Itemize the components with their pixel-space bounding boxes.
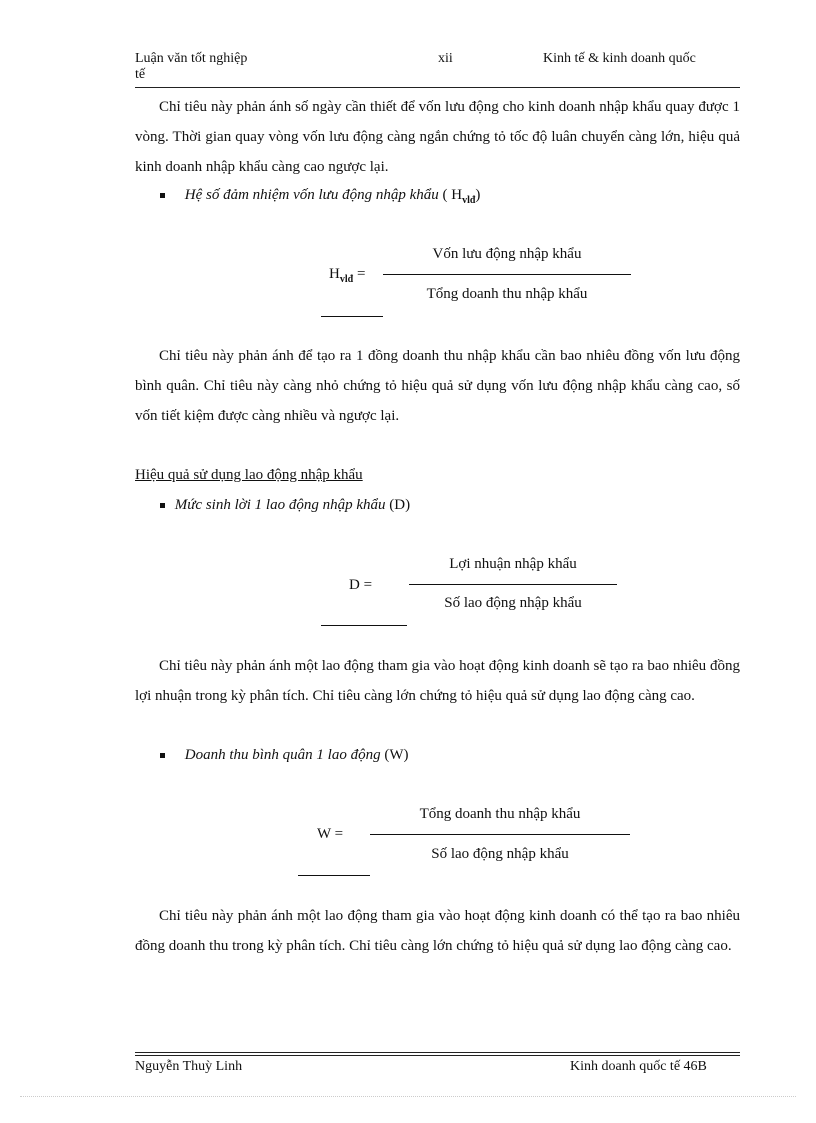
bullet-2-label: Mức sinh lời 1 lao động nhập khẩu [174,497,386,513]
formula-3-fraction-line [370,834,630,835]
paragraph-4-text: Chỉ tiêu này phản ánh một lao động tham gia vào hoạt động kinh doanh có thể tạo ra bao nhiêu đồng doanh thu trong kỳ phân tích. Chỉ tiêu càng lớn chứng tỏ hiệu quả sử dụng lao động càng cao. [135,908,740,954]
square-bullet-icon [160,193,165,198]
formula-1-underline [321,316,383,317]
formula-2-underline [321,625,407,626]
bullet-item-2 [160,497,410,514]
paragraph-4 [135,901,740,961]
footer-rule-top [135,1052,740,1053]
paragraph-3 [135,651,740,711]
formula-1-lhs-sub: vlđ [339,274,354,285]
bullet-1-symbol-sub: vlđ [462,195,476,206]
bullet-1-symbol-open: ( H [442,187,463,203]
bullet-1-label: Hệ số đảm nhiệm vốn lưu động nhập khẩu [184,187,439,203]
formula-2-fraction-line [409,584,617,585]
paragraph-3-text: Chỉ tiêu này phản ánh một lao động tham gia vào hoạt động kinh doanh sẽ tạo ra bao nhiêu đồng lợi nhuận trong kỳ phân tích. Chỉ tiêu càng lớn chứng tỏ hiệu quả sử dụng lao động càng cao. [135,658,740,704]
formula-1-lhs [329,266,365,285]
square-bullet-icon [160,503,165,508]
header-rule [135,87,740,88]
bullet-1-symbol-close: ) [475,187,481,203]
formula-1-numerator: Vốn lưu động nhập khẩu [432,246,582,262]
formula-2-numerator: Lợi nhuận nhập khẩu [449,556,577,572]
footer-rule-bottom [135,1055,740,1056]
formula-3-numerator: Tổng doanh thu nhập khẩu [419,806,581,822]
footer-left: Nguyễn Thuỳ Linh [135,1059,243,1074]
page-number: xii [438,51,453,66]
formula-3-lhs: W = [317,826,344,842]
paragraph-2 [135,341,740,431]
bullet-3-label: Doanh thu bình quân 1 lao động [184,747,381,763]
square-bullet-icon [160,753,165,758]
formula-1-fraction-line [383,274,631,275]
paragraph-1-text: Chỉ tiêu này phản ánh số ngày cần thiết để vốn lưu động cho kinh doanh nhập khẩu quay được 1 vòng. Thời gian quay vòng vốn lưu động càng ngắn chứng tỏ tốc độ luân chuyển càng lớn, hiệu quả kinh doanh nhập khẩu càng cao ngược lại. [135,99,740,175]
paragraph-2-text: Chỉ tiêu này phản ánh để tạo ra 1 đồng doanh thu nhập khẩu cần bao nhiêu đồng vốn lưu động bình quân. Chỉ tiêu này càng nhỏ chứng tỏ hiệu quả sử dụng vốn lưu động nhập khẩu càng cao, số vốn tiết kiệm được càng nhiều và ngược lại. [135,348,740,424]
bullet-item-1 [160,187,480,206]
formula-1-equals: = [356,266,366,282]
bullet-3-symbol: (W) [384,747,409,763]
header-left: Luận văn tốt nghiệp [135,51,248,66]
page-edge-divider [20,1096,796,1097]
formula-3-underline [298,875,370,876]
formula-2-lhs: D = [349,577,373,593]
section-heading: Hiệu quả sử dụng lao động nhập khẩu [135,467,363,483]
formula-1-lhs-symbol: H [329,266,340,282]
formula-1-denominator: Tổng doanh thu nhập khẩu [426,286,588,302]
bullet-item-3 [160,747,409,764]
formula-3-denominator: Số lao động nhập khẩu [431,846,569,862]
bullet-2-symbol: (D) [389,497,411,513]
footer-right: Kinh doanh quốc tế 46B [570,1059,707,1074]
header-right: Kinh tế & kinh doanh quốc [543,51,696,66]
header-right-wrap: tế [135,67,146,82]
formula-2-denominator: Số lao động nhập khẩu [444,595,582,611]
paragraph-1 [135,92,740,182]
